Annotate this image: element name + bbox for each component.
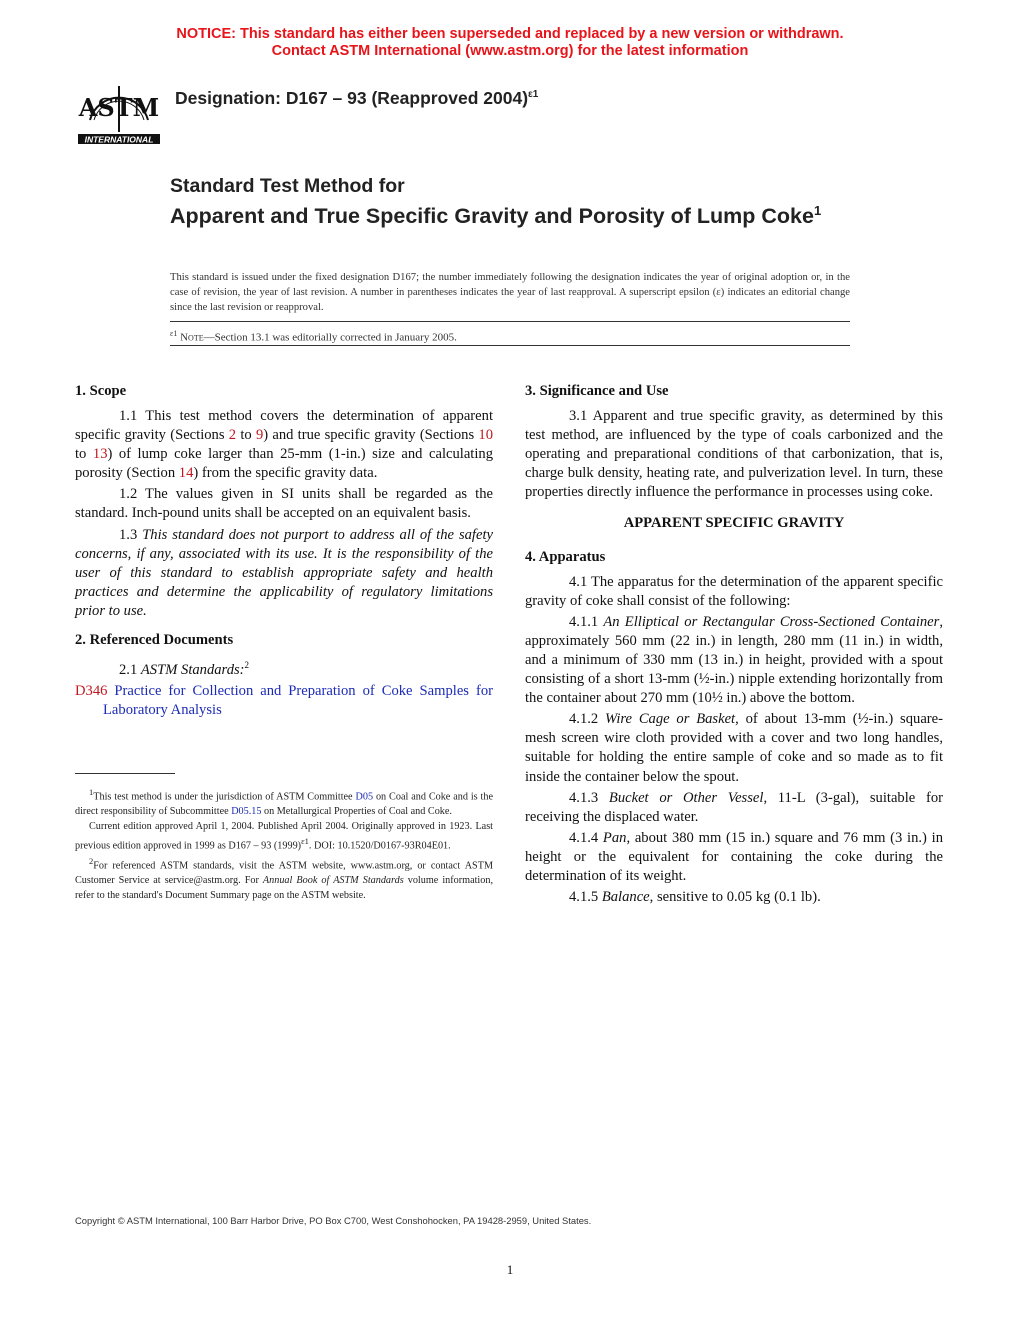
footnotes [75,785,493,903]
link-section-2[interactable]: 2 [228,427,237,444]
astm-logo-icon [76,72,162,148]
notice-line-1: NOTICE: This standard has either been superseded and replaced by a new version or withdrawn. [176,26,844,42]
copyright: Copyright © ASTM International, 100 Barr Harbor Drive, PO Box C700, West Conshohocken, PA 19428-2959, United States. [75,1215,592,1226]
reference-d346 [75,682,493,720]
para-3-1: 3.1 Apparent and true specific gravity, as determined by this test method, are influenced by the type of coals carbonized and the operating and preparational conditions of that carbonization, that is, charge bulk density, heating rate, and pulverization level. In turn, these properties directly influence the performance in processes using coke. [525,408,943,501]
para-4-1-5: 4.1.5 Balance, sensitive to 0.05 kg (0.1 lb). [569,889,821,906]
notice-line-2: Contact ASTM International (www.astm.org) for the latest information [271,43,749,59]
para-4-1-1: 4.1.1 An Elliptical or Rectangular Cross-Sectioned Container, approximately 560 mm (22 in.) in length, 280 mm (11 in.) in width, and a minimum of 330 mm (13 in.) in height, provided with a spout consisting of a short 13-mm (½-in.) nipple extending horizontally from the container about 270 mm (10½ in.) above the bottom. [525,613,943,707]
logo-mark: ASTM [78,93,160,122]
para-2-1: 2.1 ASTM Standards:$^2$ [119,660,250,678]
link-d05[interactable]: D05 [355,791,374,803]
right-column [525,382,943,909]
footnote-1-edition: Current edition approved April 1, 2004. Published April 2004. Originally approved in 1923. Last previous edition approved in 1999 as D167 – 93 $(1999)^{\varepsilon 1}$. DOI: 10.1520/D0167-93R04E01. [75,821,493,852]
section-2-heading: 2. Referenced Documents [75,632,234,649]
para-4-1-3: 4.1.3 Bucket or Other Vessel, 11-L (3-gal), suitable for receiving the displaced water. [525,789,943,825]
footnote-2: $^2$For referenced ASTM standards, visit the ASTM website, www.astm.org, or contact ASTM Customer Service at service@astm.org. For Annual Book of ASTM Standards volume information, refer to the standard's Document Summary page on the ASTM website. [75,855,493,902]
link-section-13[interactable]: 13 [92,446,108,463]
link-section-14[interactable]: 14 [178,465,194,482]
footnote-1: $^1$This test method is under the jurisdiction of ASTM Committee D05 on Coal and Coke and is the direct responsibility of Subcommittee D05.15 on Metallurgical Properties of Coal and Coke. [75,787,493,818]
editorial-note: $^{\varepsilon 1}$ Note—Section 13.1 was editorially corrected in January 2005. [170,329,457,344]
para-4-1-2: 4.1.2 Wire Cage or Basket, of about 13-mm (½-in.) square-mesh screen wire cloth provided with a cover and two long handles, suitable for holding the entire sample of coke and so made as to fit inside the container below the spout. [525,711,943,785]
link-section-9[interactable]: 9 [255,427,264,444]
link-d346-title[interactable]: Practice for Collection and Preparation of Coke Samples for Laboratory Analysis [103,682,493,719]
divider-top [170,321,850,322]
title-prefix: Standard Test Method for [170,175,405,197]
withdrawal-notice [0,26,1020,60]
standard-note: This standard is issued under the fixed designation D167; the number immediately following the designation indicates the year of original adoption or, in the case of revision, the year of last revision. A number in parentheses indicates the year of last reapproval. A superscript epsilon (ε) indicates an editorial change since the last revision or reapproval. [170,272,850,314]
footnote-divider [75,773,175,774]
link-d05-15[interactable]: D05.15 [231,806,262,818]
logo-text: INTERNATIONAL [84,134,154,145]
astm-logo [76,72,162,148]
section-4-heading: 4. Apparatus [525,548,606,565]
para-1-2: 1.2 The values given in SI units shall be regarded as the standard. Inch-pound units shall be accepted on an equivalent basis. [75,486,493,522]
page-number: 1 [506,1262,514,1277]
section-3-heading: 3. Significance and Use [525,383,669,399]
designation: Designation: D167 – 93 (Reapproved 2004)$^{\varepsilon 1}$ [175,88,539,108]
document-title: Apparent and True Specific Gravity and Porosity of Lump Coke$^1$ [170,203,822,229]
para-1-1: 1.1 This test method covers the determination of apparent specific gravity (Sections 2 to 9) and true specific gravity (Sections 10 to 13) of lump coke larger than 25-mm (1-in.) size and calculating porosity (Section 14) from the specific gravity data. [75,408,494,482]
link-d346[interactable]: D346 [75,682,108,699]
divider-bottom [170,345,850,346]
para-4-1-4: 4.1.4 Pan, about 380 mm (15 in.) square and 76 mm (3 in.) in height or the equivalent for containing the coke during the determination of its weight. [525,829,943,884]
apparent-specific-gravity-heading: APPARENT SPECIFIC GRAVITY [623,515,845,532]
link-section-10[interactable]: 10 [478,427,493,444]
para-4-1: 4.1 The apparatus for the determination of the apparent specific gravity of coke shall consist of the following: [525,573,943,609]
left-column [75,382,493,720]
section-1-heading: 1. Scope [75,383,127,399]
para-1-3: 1.3 This standard does not purport to address all of the safety concerns, if any, associated with its use. It is the responsibility of the user of this standard to establish appropriate safety and health practices and determine the applicability of regulatory limitations prior to use. [75,526,493,619]
